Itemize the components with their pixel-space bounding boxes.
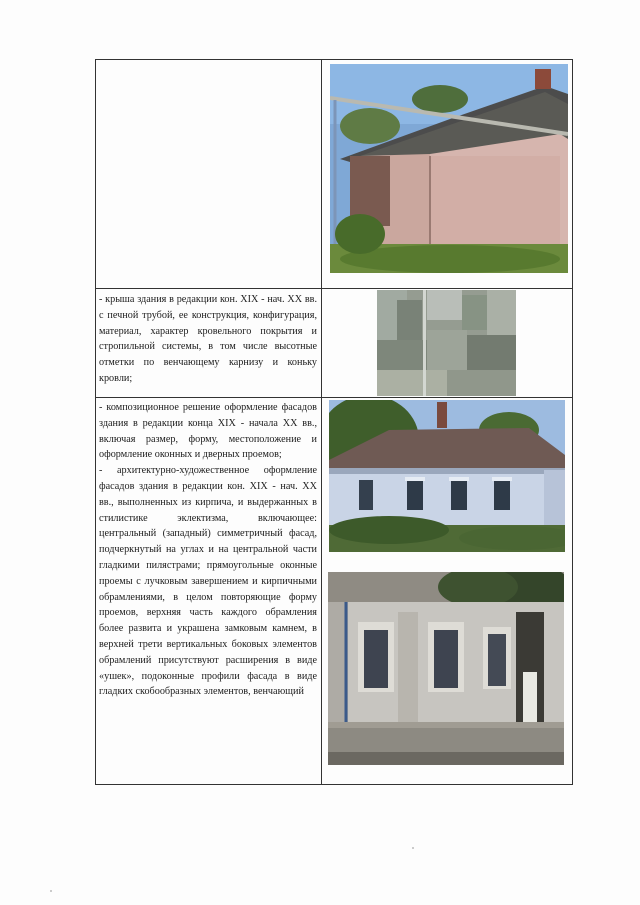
roof-description-paragraph: - крыша здания в редакции кон. XIX - нач. XX вв. с печной трубой, ее конструкция, конфигурация, материал, характер кровельного покрытия и стропильной системы, в том числе высотные отметки по венчающему карнизу и коньку кровли; (99, 294, 317, 384)
brick-house-side-photo (330, 64, 568, 273)
facade-description-text (99, 400, 317, 700)
window-frames-closeup-photo (328, 572, 564, 765)
scan-speck (50, 890, 52, 892)
table-row-divider (95, 397, 573, 398)
facade-decoration-paragraph: - архитектурно-художественное оформление фасадов здания в редакции кон. XIX - нач. XX вв., выполненных из кирпича, и выдержанных в стилистике эклектизма, включающее: центральный (западный) симметричный фасад, подчеркнутый на углах и на центральной части гладкими пилястрами; прямоугольные оконные проемы с лучковым завершением и кирпичными обрамлениями, в целом повторяющие форму проемов, верхняя часть каждого обрамления более развита и украшена замковым камнем, в верхней трети вертикальных боковых элементов обрамлений присутствуют расширения в виде «ушек», подоконные профили фасада в виде гладких скобообразных элементов, венчающий (99, 465, 317, 698)
table-row-divider (95, 288, 573, 289)
roof-detail-blurred-photo (377, 290, 516, 396)
scan-speck (412, 847, 414, 849)
table-column-divider (321, 59, 322, 785)
facade-composition-paragraph: - композиционное решение оформление фасадов здания в редакции конца XIX - начала XX вв., включая размер, форму, местоположение и оформление оконных и дверных проемов; (99, 402, 317, 461)
building-facade-photo (329, 400, 565, 552)
roof-description-text (99, 292, 317, 387)
